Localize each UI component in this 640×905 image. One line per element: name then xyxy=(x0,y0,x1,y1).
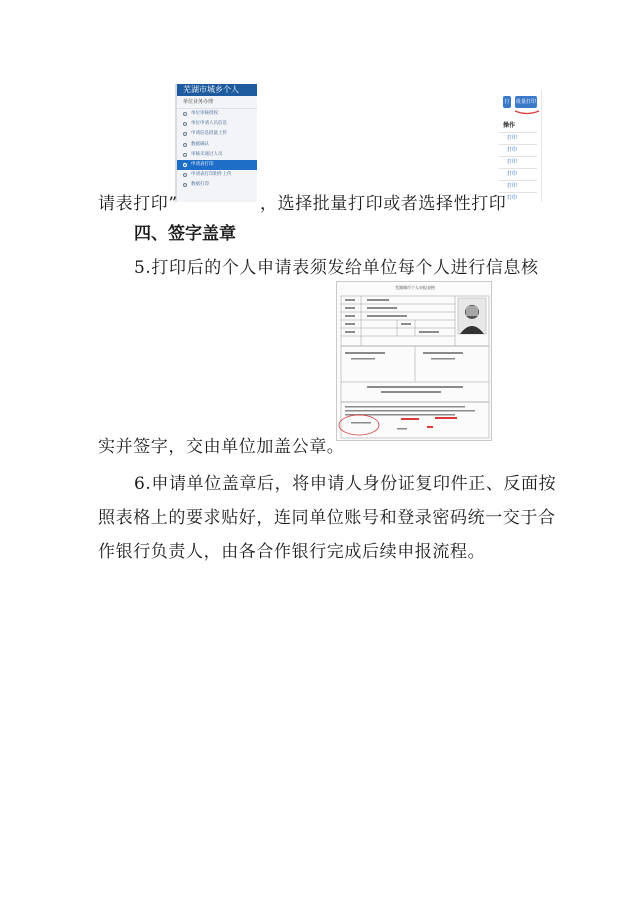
form-drawing xyxy=(337,282,492,441)
bullet-icon xyxy=(183,153,187,157)
bullet-icon xyxy=(183,132,187,136)
table-row: 打印 xyxy=(499,180,537,190)
table-row: 打印 xyxy=(499,156,537,166)
paragraph-line: 实并签字，交由单位加盖公章。 xyxy=(98,437,345,457)
menu-item-active: 申请表打印 xyxy=(177,160,257,170)
batch-print-button: 批量打印 xyxy=(515,96,537,108)
form-title: 芜湖城市个人申报表格 xyxy=(395,285,435,290)
paragraph-line: 6.申请单位盖章后，将申请人身份证复印件正、反面按 xyxy=(134,474,557,494)
table-row: 打印 xyxy=(499,132,537,142)
menu-item: 申请信息批量上传 xyxy=(177,129,257,139)
paragraph-line: 照表格上的要求贴好，连同单位账号和登录密码统一交于合 xyxy=(98,508,556,528)
bullet-icon xyxy=(183,173,187,177)
menu-screenshot xyxy=(175,84,257,202)
table-row: 打印 xyxy=(499,144,537,154)
table-row: 打印 xyxy=(499,168,537,178)
table-screenshot xyxy=(489,90,542,202)
bullet-icon xyxy=(183,163,187,167)
paragraph-line: 请表打印” xyxy=(98,194,178,214)
table-row: 打印 xyxy=(499,192,537,200)
bullet-icon xyxy=(183,112,187,116)
underline-mark xyxy=(513,108,541,116)
bullet-icon xyxy=(183,122,187,126)
menu-header: 芜湖市城乡个人 xyxy=(177,84,257,96)
paragraph-line: 作银行负责人，由各合作银行完成后续申报流程。 xyxy=(98,542,486,562)
menu-item: 数据打印 xyxy=(177,180,257,190)
section-heading: 四、签字盖章 xyxy=(134,224,236,244)
menu-item: 审核未通过人员 xyxy=(177,150,257,160)
bullet-icon xyxy=(183,183,187,187)
table-header: 操作 xyxy=(503,122,516,129)
menu-item: 数据确认 xyxy=(177,140,257,150)
paragraph-line: ，选择批量打印或者选择性打印 xyxy=(260,194,507,214)
menu-item: 单位申请人员信息 xyxy=(177,119,257,129)
paragraph-line: 5.打印后的个人申请表须发给单位每个人进行信息核 xyxy=(134,258,539,278)
menu-item: 单位审核授权 xyxy=(177,109,257,119)
menu-item: 申请表打印附件上传 xyxy=(177,170,257,180)
menu-group-title: 单位业务办理 xyxy=(177,96,257,109)
print-button: 打印 xyxy=(503,96,511,108)
bullet-icon xyxy=(183,143,187,147)
form-screenshot xyxy=(336,281,492,441)
